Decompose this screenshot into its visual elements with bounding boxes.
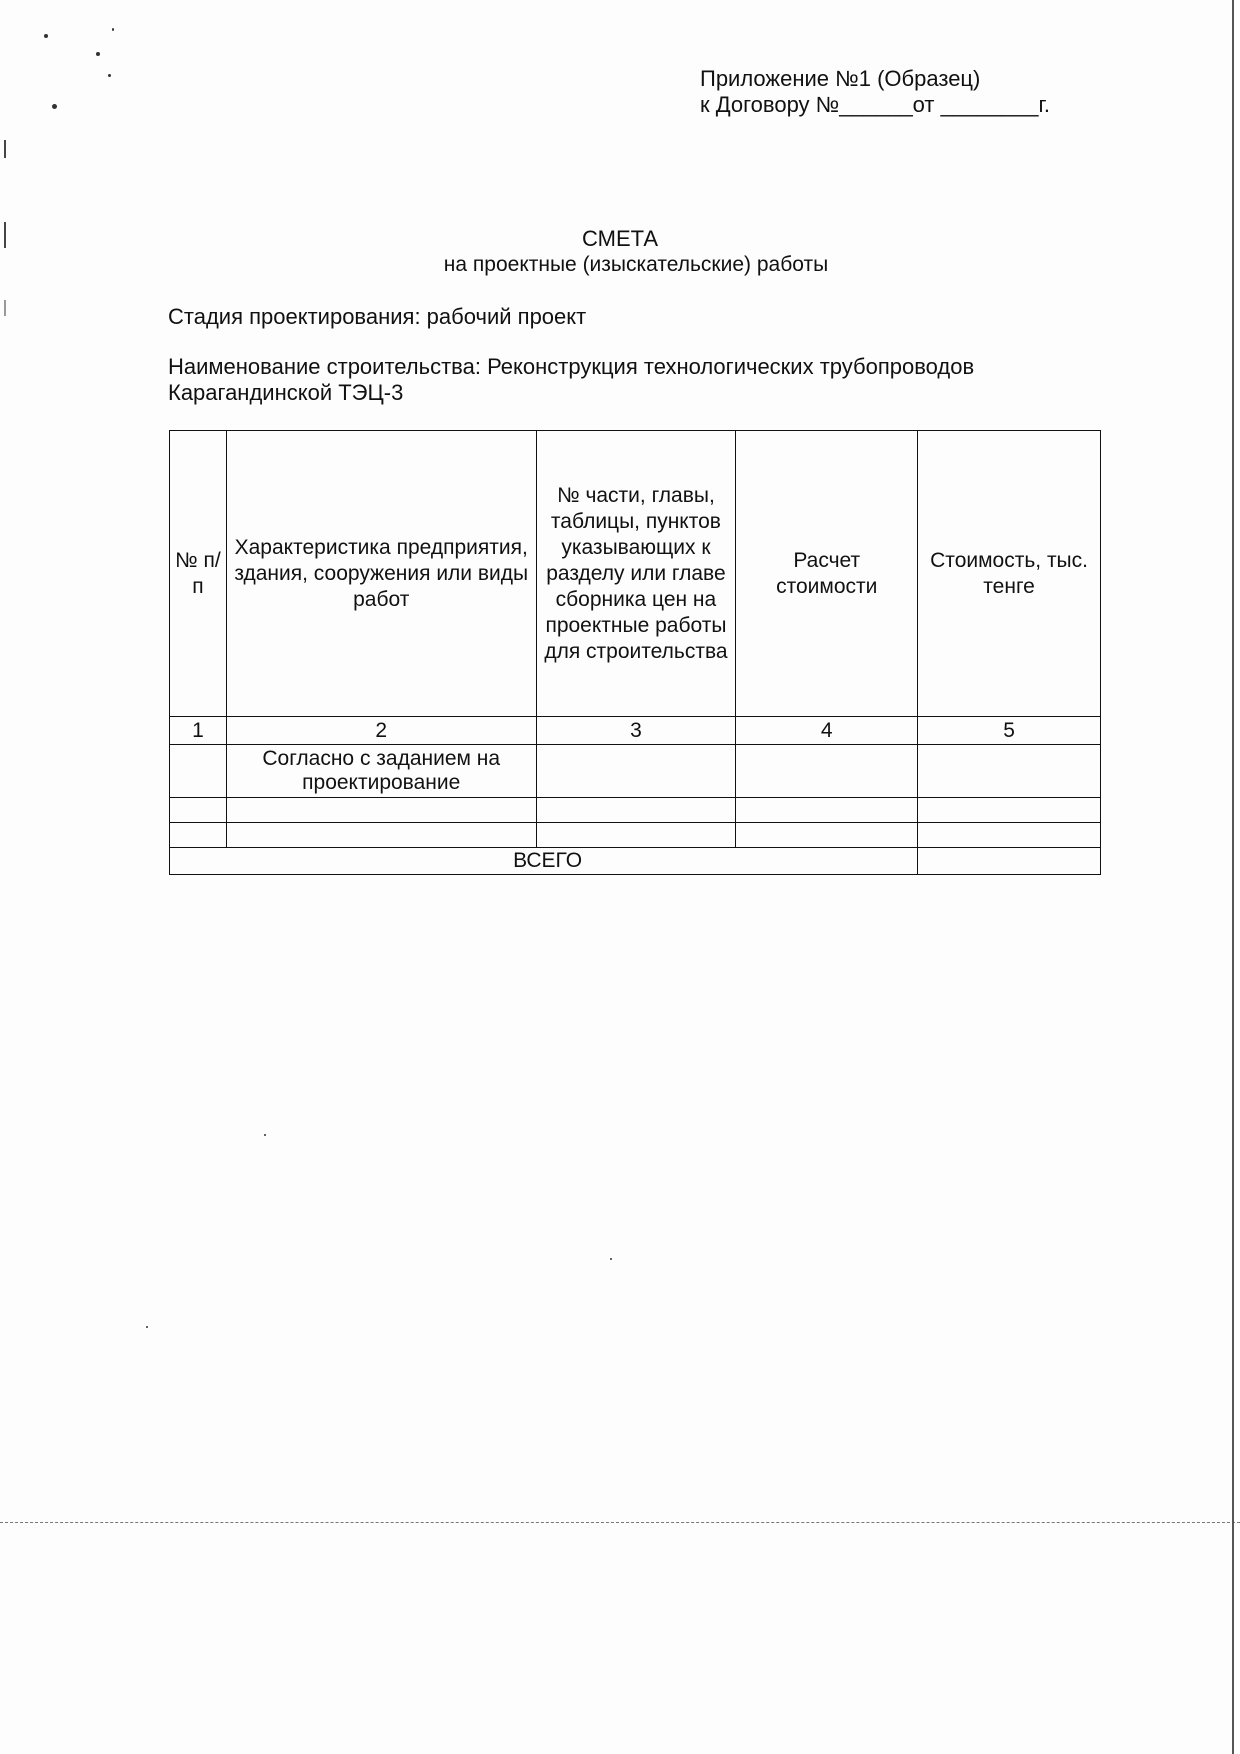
header-cell: Расчет стоимости [736, 431, 918, 717]
header-cell: Стоимость, тыс. тенге [918, 431, 1101, 717]
table-row [170, 745, 1101, 798]
total-label: ВСЕГО [170, 848, 918, 875]
table-cell [226, 823, 536, 848]
column-number-cell: 2 [226, 717, 536, 745]
scan-speck [96, 52, 100, 56]
page-edge [1232, 0, 1234, 1754]
construction-name [168, 354, 1118, 406]
column-number-row [170, 717, 1101, 745]
appendix-note [700, 66, 1050, 118]
table-cell [536, 798, 736, 823]
header-cell: Характеристика предприятия, здания, сооружения или виды работ [226, 431, 536, 717]
scan-edge-mark [4, 300, 6, 316]
column-number-cell: 1 [170, 717, 227, 745]
scan-speck [44, 34, 48, 38]
total-value-cell [918, 848, 1101, 875]
column-number-cell: 3 [536, 717, 736, 745]
table-cell [536, 823, 736, 848]
scan-edge-mark [4, 222, 6, 248]
estimate-table [169, 430, 1101, 875]
header-cell: № п/п [170, 431, 227, 717]
table-cell [918, 745, 1101, 798]
appendix-line-1: Приложение №1 (Образец) [700, 66, 981, 91]
table-header-row [170, 431, 1101, 717]
scan-edge-mark [4, 140, 6, 158]
appendix-line-2: к Договору №______от ________г. [700, 92, 1050, 117]
design-stage: Стадия проектирования: рабочий проект [168, 304, 587, 329]
table-row [170, 798, 1101, 823]
scan-speck [108, 74, 111, 77]
table-cell [918, 823, 1101, 848]
table-cell [736, 745, 918, 798]
construction-line-1: Наименование строительства: Реконструкция технологических трубопроводов [168, 354, 975, 379]
table-cell [170, 745, 227, 798]
table-cell [536, 745, 736, 798]
column-number-cell: 5 [918, 717, 1101, 745]
header-cell: № части, главы, таблицы, пунктов указывающих к разделу или главе сборника цен на проектные работы для строительства [536, 431, 736, 717]
scan-speck [610, 1258, 612, 1260]
cut-line [0, 1522, 1240, 1523]
table-cell [226, 798, 536, 823]
table-cell [170, 823, 227, 848]
table-cell: Согласно с заданием на проектирование [226, 745, 536, 798]
scan-speck [146, 1326, 148, 1328]
total-row [170, 848, 1101, 875]
table-cell [918, 798, 1101, 823]
table-cell [736, 823, 918, 848]
table-row [170, 823, 1101, 848]
construction-line-2: Карагандинской ТЭЦ-3 [168, 380, 404, 405]
document-title: СМЕТА [581, 226, 659, 251]
table-cell [170, 798, 227, 823]
scan-speck [112, 28, 114, 31]
scan-speck [52, 104, 57, 109]
table-cell [736, 798, 918, 823]
document-subtitle: на проектные (изыскательские) работы [443, 253, 829, 276]
scan-speck [264, 1134, 266, 1136]
column-number-cell: 4 [736, 717, 918, 745]
